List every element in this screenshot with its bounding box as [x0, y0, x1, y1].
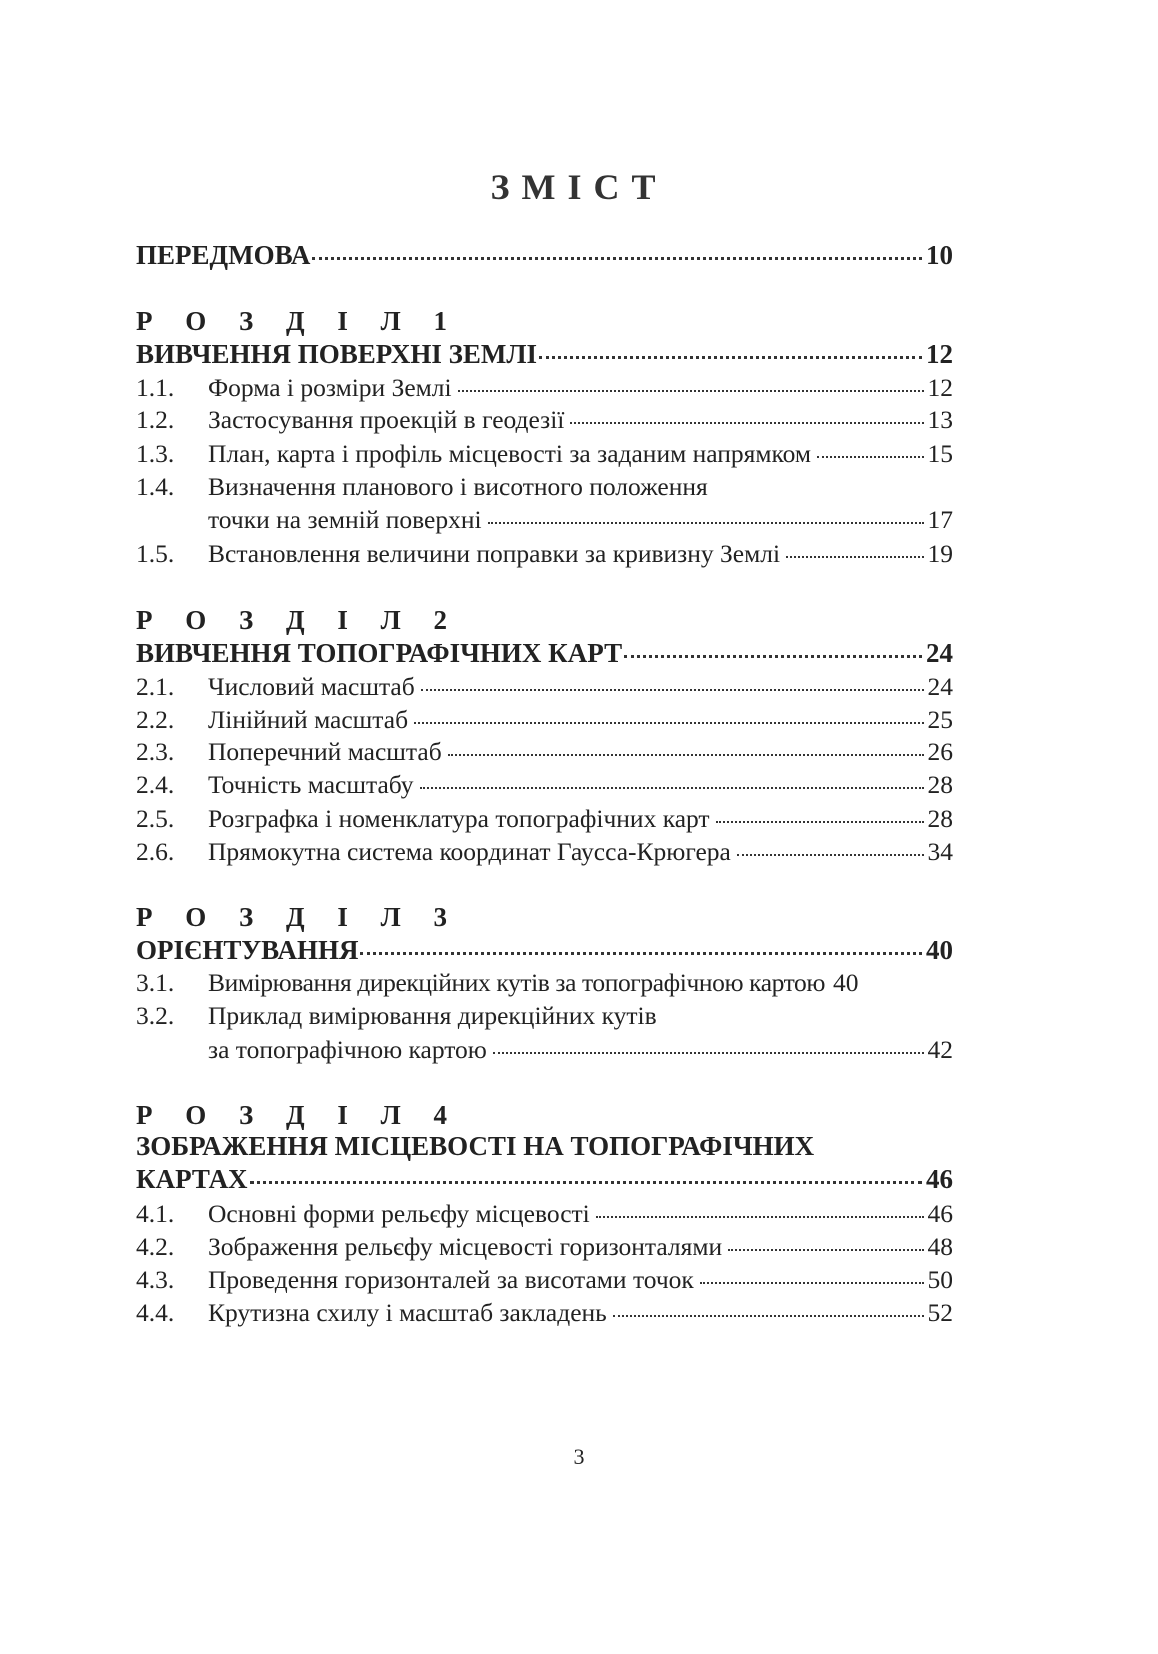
- toc-entry-page: 24: [927, 672, 953, 701]
- dot-leader: [539, 356, 922, 359]
- toc-entry[interactable]: [136, 968, 953, 998]
- toc-entry-page: 24: [926, 638, 953, 668]
- toc-entry[interactable]: [136, 405, 953, 435]
- dot-leader: [458, 390, 924, 392]
- dot-leader: [624, 655, 922, 658]
- toc-entry-title: КАРТАХ: [136, 1164, 248, 1194]
- toc-entry-page: 19: [927, 539, 953, 568]
- toc-entry-title: Розграфка і номенклатура топографічних карт: [208, 804, 710, 833]
- toc-entry-page: 13: [927, 405, 953, 434]
- dot-leader: [786, 556, 923, 558]
- toc-entry-continuation[interactable]: [136, 1035, 953, 1065]
- toc-entry-number: 1.5.: [136, 539, 175, 568]
- toc-entry-page: 28: [927, 770, 953, 799]
- toc-entry[interactable]: [136, 539, 953, 569]
- section-heading: Р О З Д І Л 4: [136, 1100, 460, 1130]
- dot-leader: [448, 754, 924, 756]
- toc-entry-title: Встановлення величини поправки за кривизну Землі: [208, 539, 781, 568]
- toc-entry-number: 4.3.: [136, 1265, 175, 1294]
- dot-leader: [414, 722, 923, 724]
- toc-entry[interactable]: [136, 1265, 953, 1295]
- toc-entry-title: План, карта і профіль місцевості за заданим напрямком: [208, 439, 811, 468]
- dot-leader: [596, 1216, 924, 1218]
- toc-entry[interactable]: [136, 705, 953, 735]
- toc-entry-title: Проведення горизонталей за висотами точок: [208, 1265, 694, 1294]
- toc-entry-number: 4.2.: [136, 1232, 175, 1261]
- toc-entry-title: Прямокутна система координат Гаусса-Крюгера: [208, 837, 731, 866]
- toc-entry-title: ВИВЧЕННЯ ПОВЕРХНІ ЗЕМЛІ: [136, 339, 537, 369]
- toc-entry-title: Приклад вимірювання дирекційних кутів: [208, 1001, 657, 1030]
- toc-section-title[interactable]: [136, 935, 953, 966]
- toc-entry-number: 1.3.: [136, 439, 175, 468]
- toc-entry-title: Крутизна схилу і масштаб закладень: [208, 1298, 607, 1327]
- toc-entry[interactable]: [136, 672, 953, 702]
- toc-entry-page: 12: [927, 373, 953, 402]
- toc-entry-number: 4.1.: [136, 1199, 175, 1228]
- toc-entry[interactable]: [136, 472, 953, 502]
- toc-entry-title: за топографічною картою: [208, 1035, 487, 1064]
- dot-leader: [360, 952, 922, 955]
- dot-leader: [570, 422, 923, 424]
- toc-entry[interactable]: [136, 804, 953, 834]
- toc-entry[interactable]: [136, 770, 953, 800]
- toc-entry-page: 12: [926, 339, 953, 369]
- toc-entry-title: Лінійний масштаб: [208, 705, 409, 734]
- toc-entry-number: 4.4.: [136, 1298, 175, 1327]
- toc-entry-title: Зображення рельєфу місцевості горизонталями: [208, 1232, 723, 1261]
- toc-entry-number: 2.1.: [136, 672, 175, 701]
- dot-leader: [728, 1249, 923, 1251]
- toc-entry-page: 40: [926, 935, 953, 965]
- toc-entry-title: Поперечний масштаб: [208, 737, 442, 766]
- toc-entry-number: 2.3.: [136, 737, 175, 766]
- toc-entry-page: 25: [927, 705, 953, 734]
- dot-leader: [312, 257, 922, 260]
- toc-entry-title: Визначення планового і висотного положення: [208, 472, 708, 501]
- toc-entry-number: 2.2.: [136, 705, 175, 734]
- page-number: 3: [573, 1444, 585, 1469]
- toc-entry[interactable]: [136, 837, 953, 867]
- toc-entry-page: 52: [927, 1298, 953, 1327]
- toc-entry-page: 28: [927, 804, 953, 833]
- toc-entry-title: Числовий масштаб: [208, 672, 415, 701]
- dot-leader: [250, 1181, 922, 1184]
- toc-section-title[interactable]: [136, 638, 953, 669]
- toc-entry-title: точки на земній поверхні: [208, 505, 482, 534]
- dot-leader: [700, 1282, 924, 1284]
- toc-entry-page: 34: [927, 837, 953, 866]
- toc-entry[interactable]: [136, 737, 953, 767]
- toc-entry-continuation[interactable]: [136, 505, 953, 535]
- toc-entry-title: Точність масштабу: [208, 770, 414, 799]
- toc-entry-title: Основні форми рельєфу місцевості: [208, 1199, 590, 1228]
- toc-entry[interactable]: [136, 1232, 953, 1262]
- toc-entry-page: 46: [926, 1164, 953, 1194]
- toc-entry[interactable]: [136, 1298, 953, 1328]
- toc-entry-preface[interactable]: [136, 240, 953, 271]
- toc-entry-title: ОРІЄНТУВАННЯ: [136, 935, 359, 965]
- toc-entry-title: ЗОБРАЖЕННЯ МІСЦЕВОСТІ НА ТОПОГРАФІЧНИХ: [136, 1131, 815, 1161]
- toc-entry-page: 15: [927, 439, 953, 468]
- toc-entry-title: ВИВЧЕННЯ ТОПОГРАФІЧНИХ КАРТ: [136, 638, 623, 668]
- toc-entry[interactable]: [136, 1199, 953, 1229]
- toc-entry-number: 3.1.: [136, 968, 175, 997]
- toc-entry-title: ПЕРЕДМОВА: [136, 240, 311, 270]
- toc-entry-page: 17: [927, 505, 953, 534]
- toc-entry-number: 1.1.: [136, 373, 175, 402]
- toc-entry-number: 1.2.: [136, 405, 175, 434]
- toc-entry-number: 2.6.: [136, 837, 175, 866]
- toc-entry-number: 1.4.: [136, 472, 175, 501]
- dot-leader: [613, 1315, 924, 1317]
- toc-section-title-continuation[interactable]: [136, 1164, 953, 1195]
- toc-entry[interactable]: [136, 1001, 953, 1031]
- section-heading: Р О З Д І Л 2: [136, 605, 460, 635]
- dot-leader: [737, 854, 924, 856]
- dot-leader: [420, 787, 924, 789]
- page-title: ЗМІСТ: [490, 167, 668, 207]
- dot-leader: [488, 522, 924, 524]
- toc-entry-page: 10: [926, 240, 953, 270]
- toc-entry[interactable]: [136, 373, 953, 403]
- toc-section-title[interactable]: [136, 339, 953, 370]
- toc-section-title[interactable]: [136, 1131, 953, 1162]
- dot-leader: [716, 821, 924, 823]
- toc-entry-page: 50: [927, 1265, 953, 1294]
- toc-entry-number: 2.4.: [136, 770, 175, 799]
- dot-leader: [493, 1052, 924, 1054]
- toc-entry[interactable]: [136, 439, 953, 469]
- section-heading: Р О З Д І Л 3: [136, 902, 460, 932]
- toc-entry-number: 2.5.: [136, 804, 175, 833]
- dot-leader: [421, 689, 924, 691]
- toc-entry-title: Форма і розміри Землі: [208, 373, 452, 402]
- toc-entry-title: Вимірювання дирекційних кутів за топографічною картою: [208, 968, 826, 997]
- toc-entry-title: Застосування проекцій в геодезії: [208, 405, 565, 434]
- toc-entry-page: 48: [927, 1232, 953, 1261]
- toc-entry-page: 26: [927, 737, 953, 766]
- dot-leader: [817, 456, 924, 458]
- toc-entry-page: 42: [927, 1035, 953, 1064]
- toc-entry-page: 40: [833, 968, 859, 997]
- toc-entry-page: 46: [927, 1199, 953, 1228]
- section-heading: Р О З Д І Л 1: [136, 306, 460, 336]
- toc-entry-number: 3.2.: [136, 1001, 175, 1030]
